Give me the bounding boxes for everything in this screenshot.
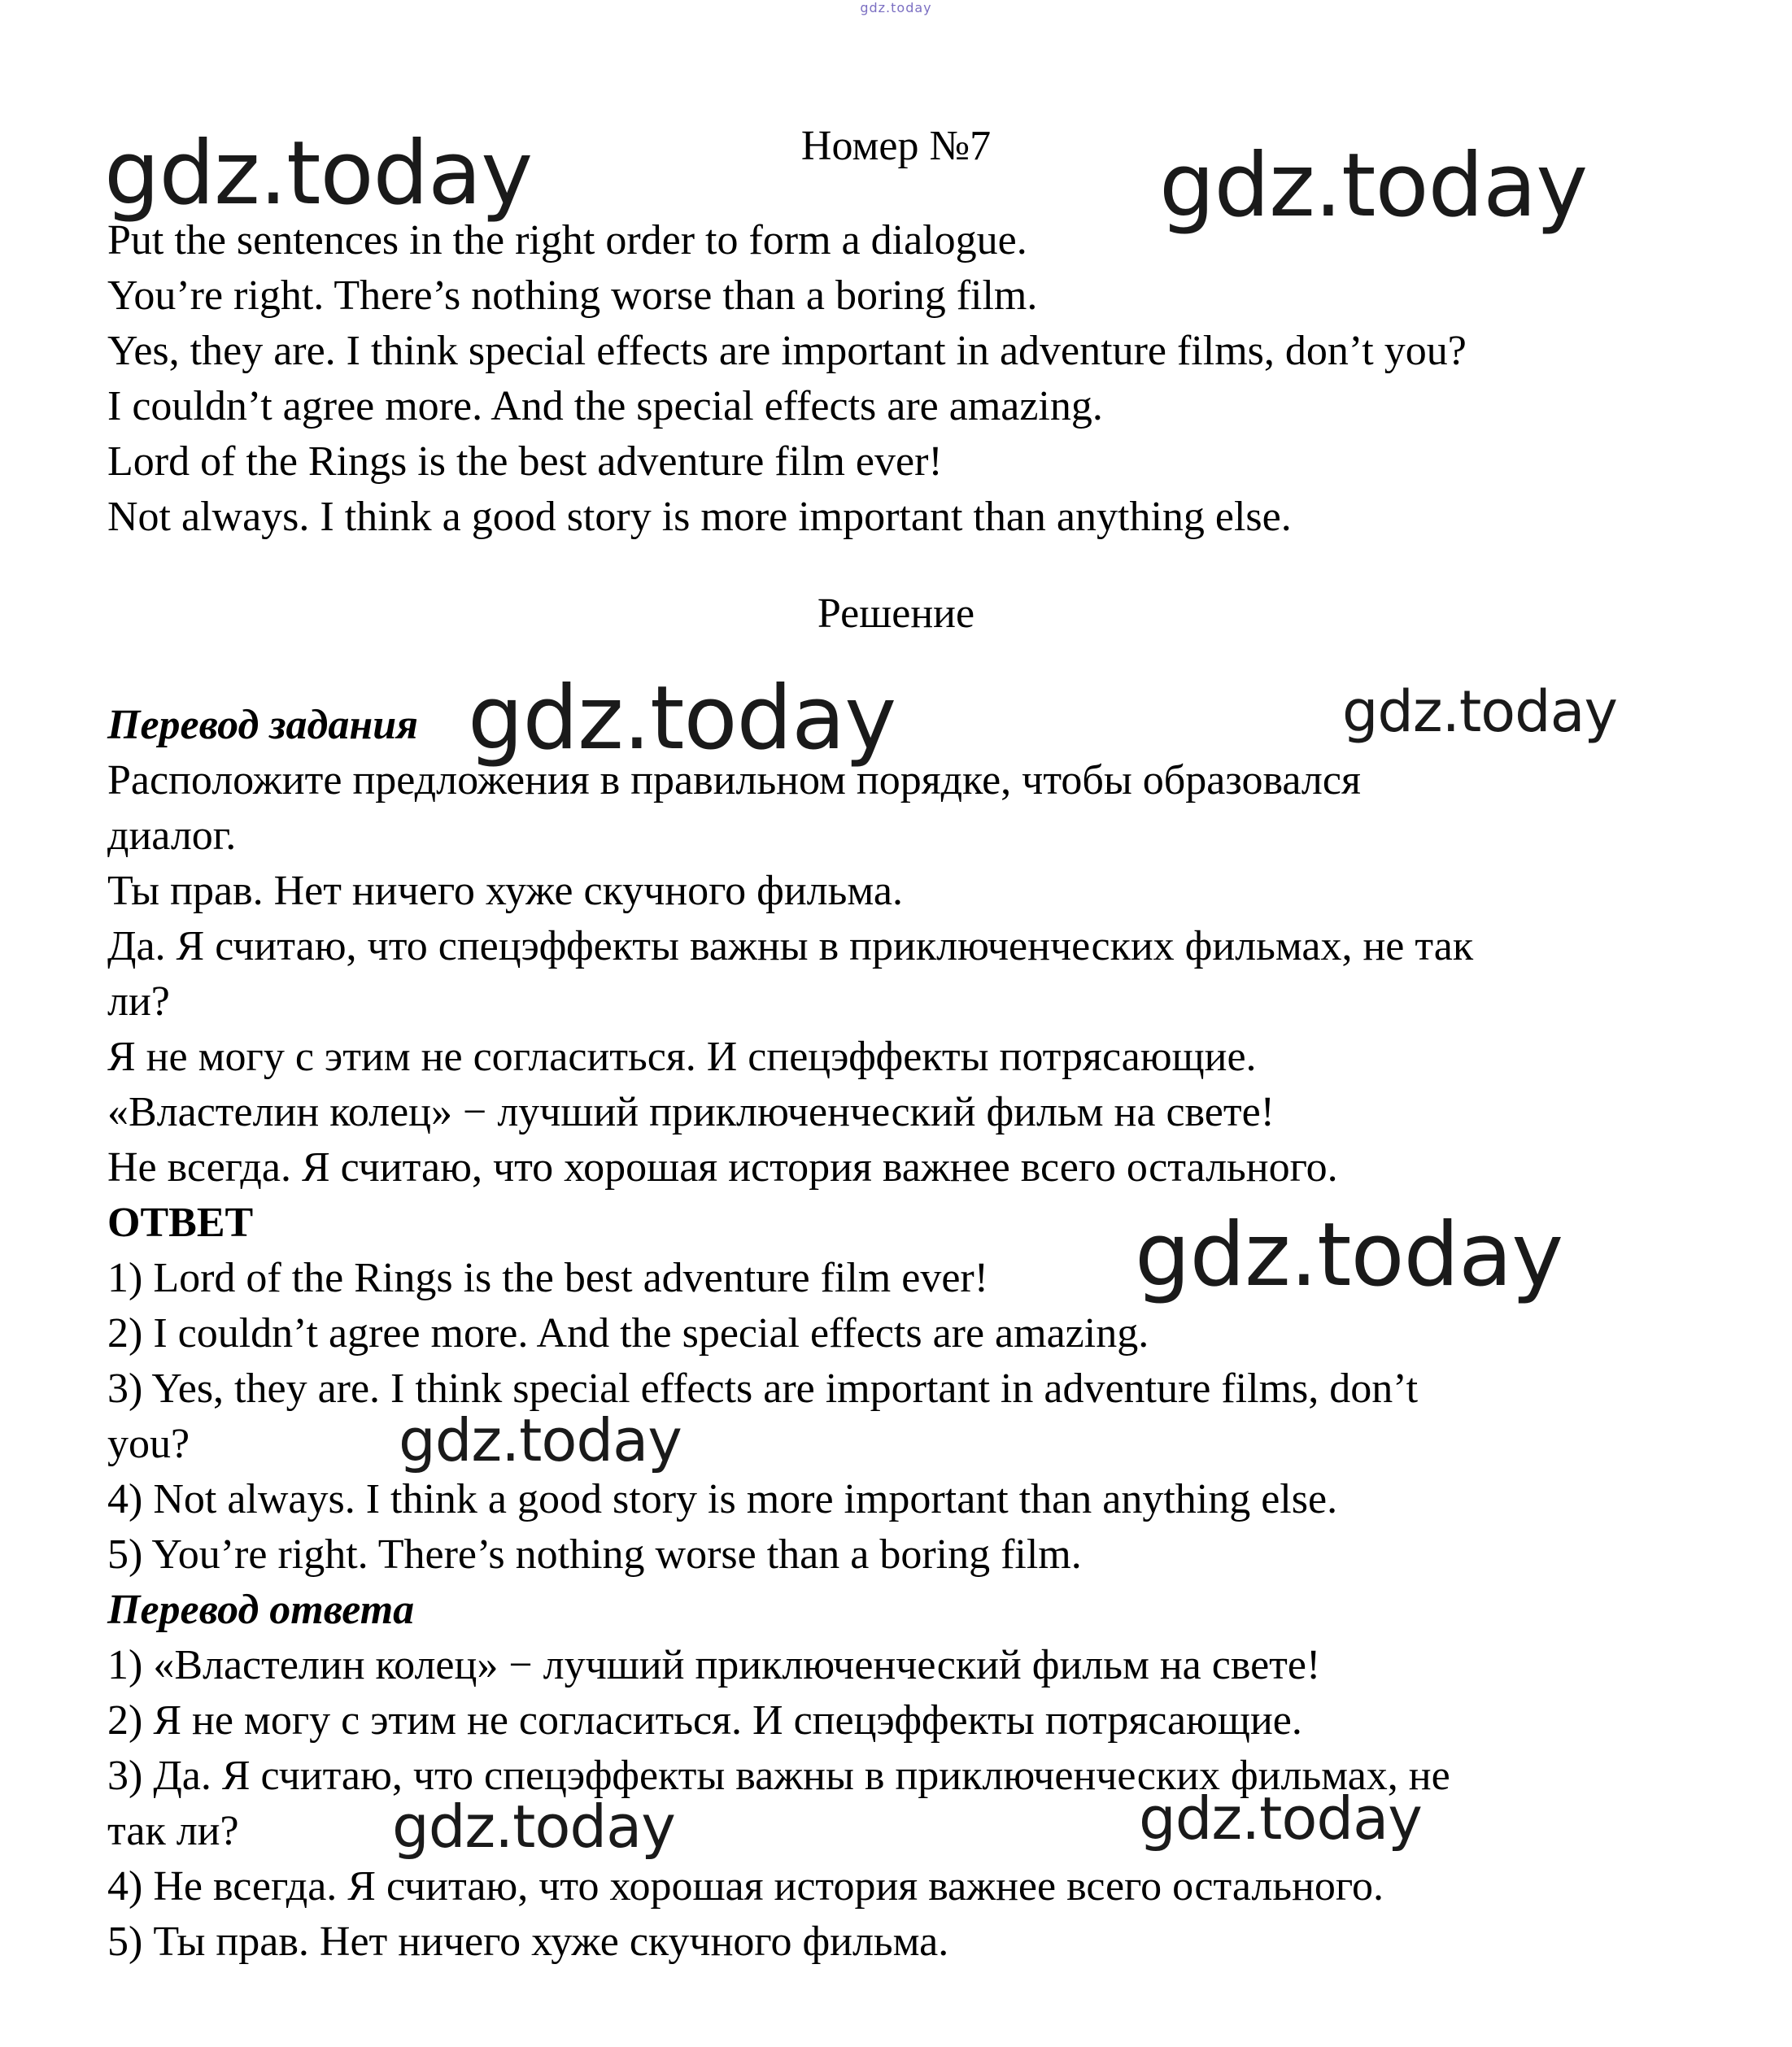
answer-line: 1) Lord of the Rings is the best adventure film ever! [107,1255,989,1301]
answer-translation-line: 2) Я не могу с этим не согласиться. И спецэффекты потрясающие. [107,1697,1302,1744]
task-sentence: Lord of the Rings is the best adventure film ever! [107,438,943,485]
answer-line: you? [107,1421,190,1467]
translation-sentence: ли? [107,978,170,1025]
answer-translation-line: 3) Да. Я считаю, что спецэффекты важны в приключенческих фильмах, не [107,1753,1450,1799]
task-number-title: Номер №7 [800,123,992,169]
translation-sentence: Ты прав. Нет ничего хуже скучного фильма. [107,868,903,914]
answer-translation-line: так ли? [107,1808,239,1854]
watermark: gdz.today [1342,678,1617,745]
answer-translation-line: 1) «Властелин колец» − лучший приключенческий фильм на свете! [107,1642,1321,1688]
translation-instruction: Расположите предложения в правильном порядке, чтобы образовался [107,757,1361,804]
task-block [107,213,1467,545]
watermark: gdz.today [1139,1784,1422,1853]
answer-line: 3) Yes, they are. I think special effects are important in adventure films, don’t [107,1365,1419,1412]
answer-translation-label: Перевод ответа [107,1587,415,1633]
translation-sentence: Да. Я считаю, что спецэффекты важны в приключенческих фильмах, не так [107,923,1474,969]
task-sentence: Yes, they are. I think special effects are important in adventure films, don’t you? [107,328,1467,374]
translation-sentence: Я не могу с этим не согласиться. И спецэффекты потрясающие. [107,1034,1257,1080]
answer-translation-line: 4) Не всегда. Я считаю, что хорошая история важнее всего остального. [107,1863,1384,1910]
translation-sentence: «Властелин колец» − лучший приключенческий фильм на свете! [107,1089,1275,1135]
answer-line: 5) You’re right. There’s nothing worse than a boring film. [107,1531,1082,1578]
translation-instruction: диалог. [107,812,237,859]
watermark: gdz.today [1159,135,1588,237]
watermark: gdz.today [468,668,896,769]
translation-sentence: Не всегда. Я считаю, что хорошая история важнее всего остального. [107,1144,1338,1191]
header-watermark: gdz.today [860,0,932,15]
task-sentence: You’re right. There’s nothing worse than a boring film. [107,272,1038,319]
solution-block [107,698,1473,1970]
watermark: gdz.today [399,1406,682,1474]
task-instruction: Put the sentences in the right order to form a dialogue. [107,217,1027,263]
answer-translation-line: 5) Ты прав. Нет ничего хуже скучного фильма. [107,1919,949,1965]
watermark: gdz.today [104,123,533,224]
task-sentence: I couldn’t agree more. And the special effects are amazing. [107,383,1103,429]
solution-title: Решение [817,590,975,637]
translation-label: Перевод задания [107,702,418,748]
answer-line: 2) I couldn’t agree more. And the special effects are amazing. [107,1310,1149,1357]
task-sentence: Not always. I think a good story is more important than anything else. [107,494,1292,540]
watermark: gdz.today [392,1792,675,1861]
answer-label: ОТВЕТ [107,1200,254,1246]
watermark: gdz.today [1135,1204,1563,1306]
answer-line: 4) Not always. I think a good story is more important than anything else. [107,1476,1338,1522]
